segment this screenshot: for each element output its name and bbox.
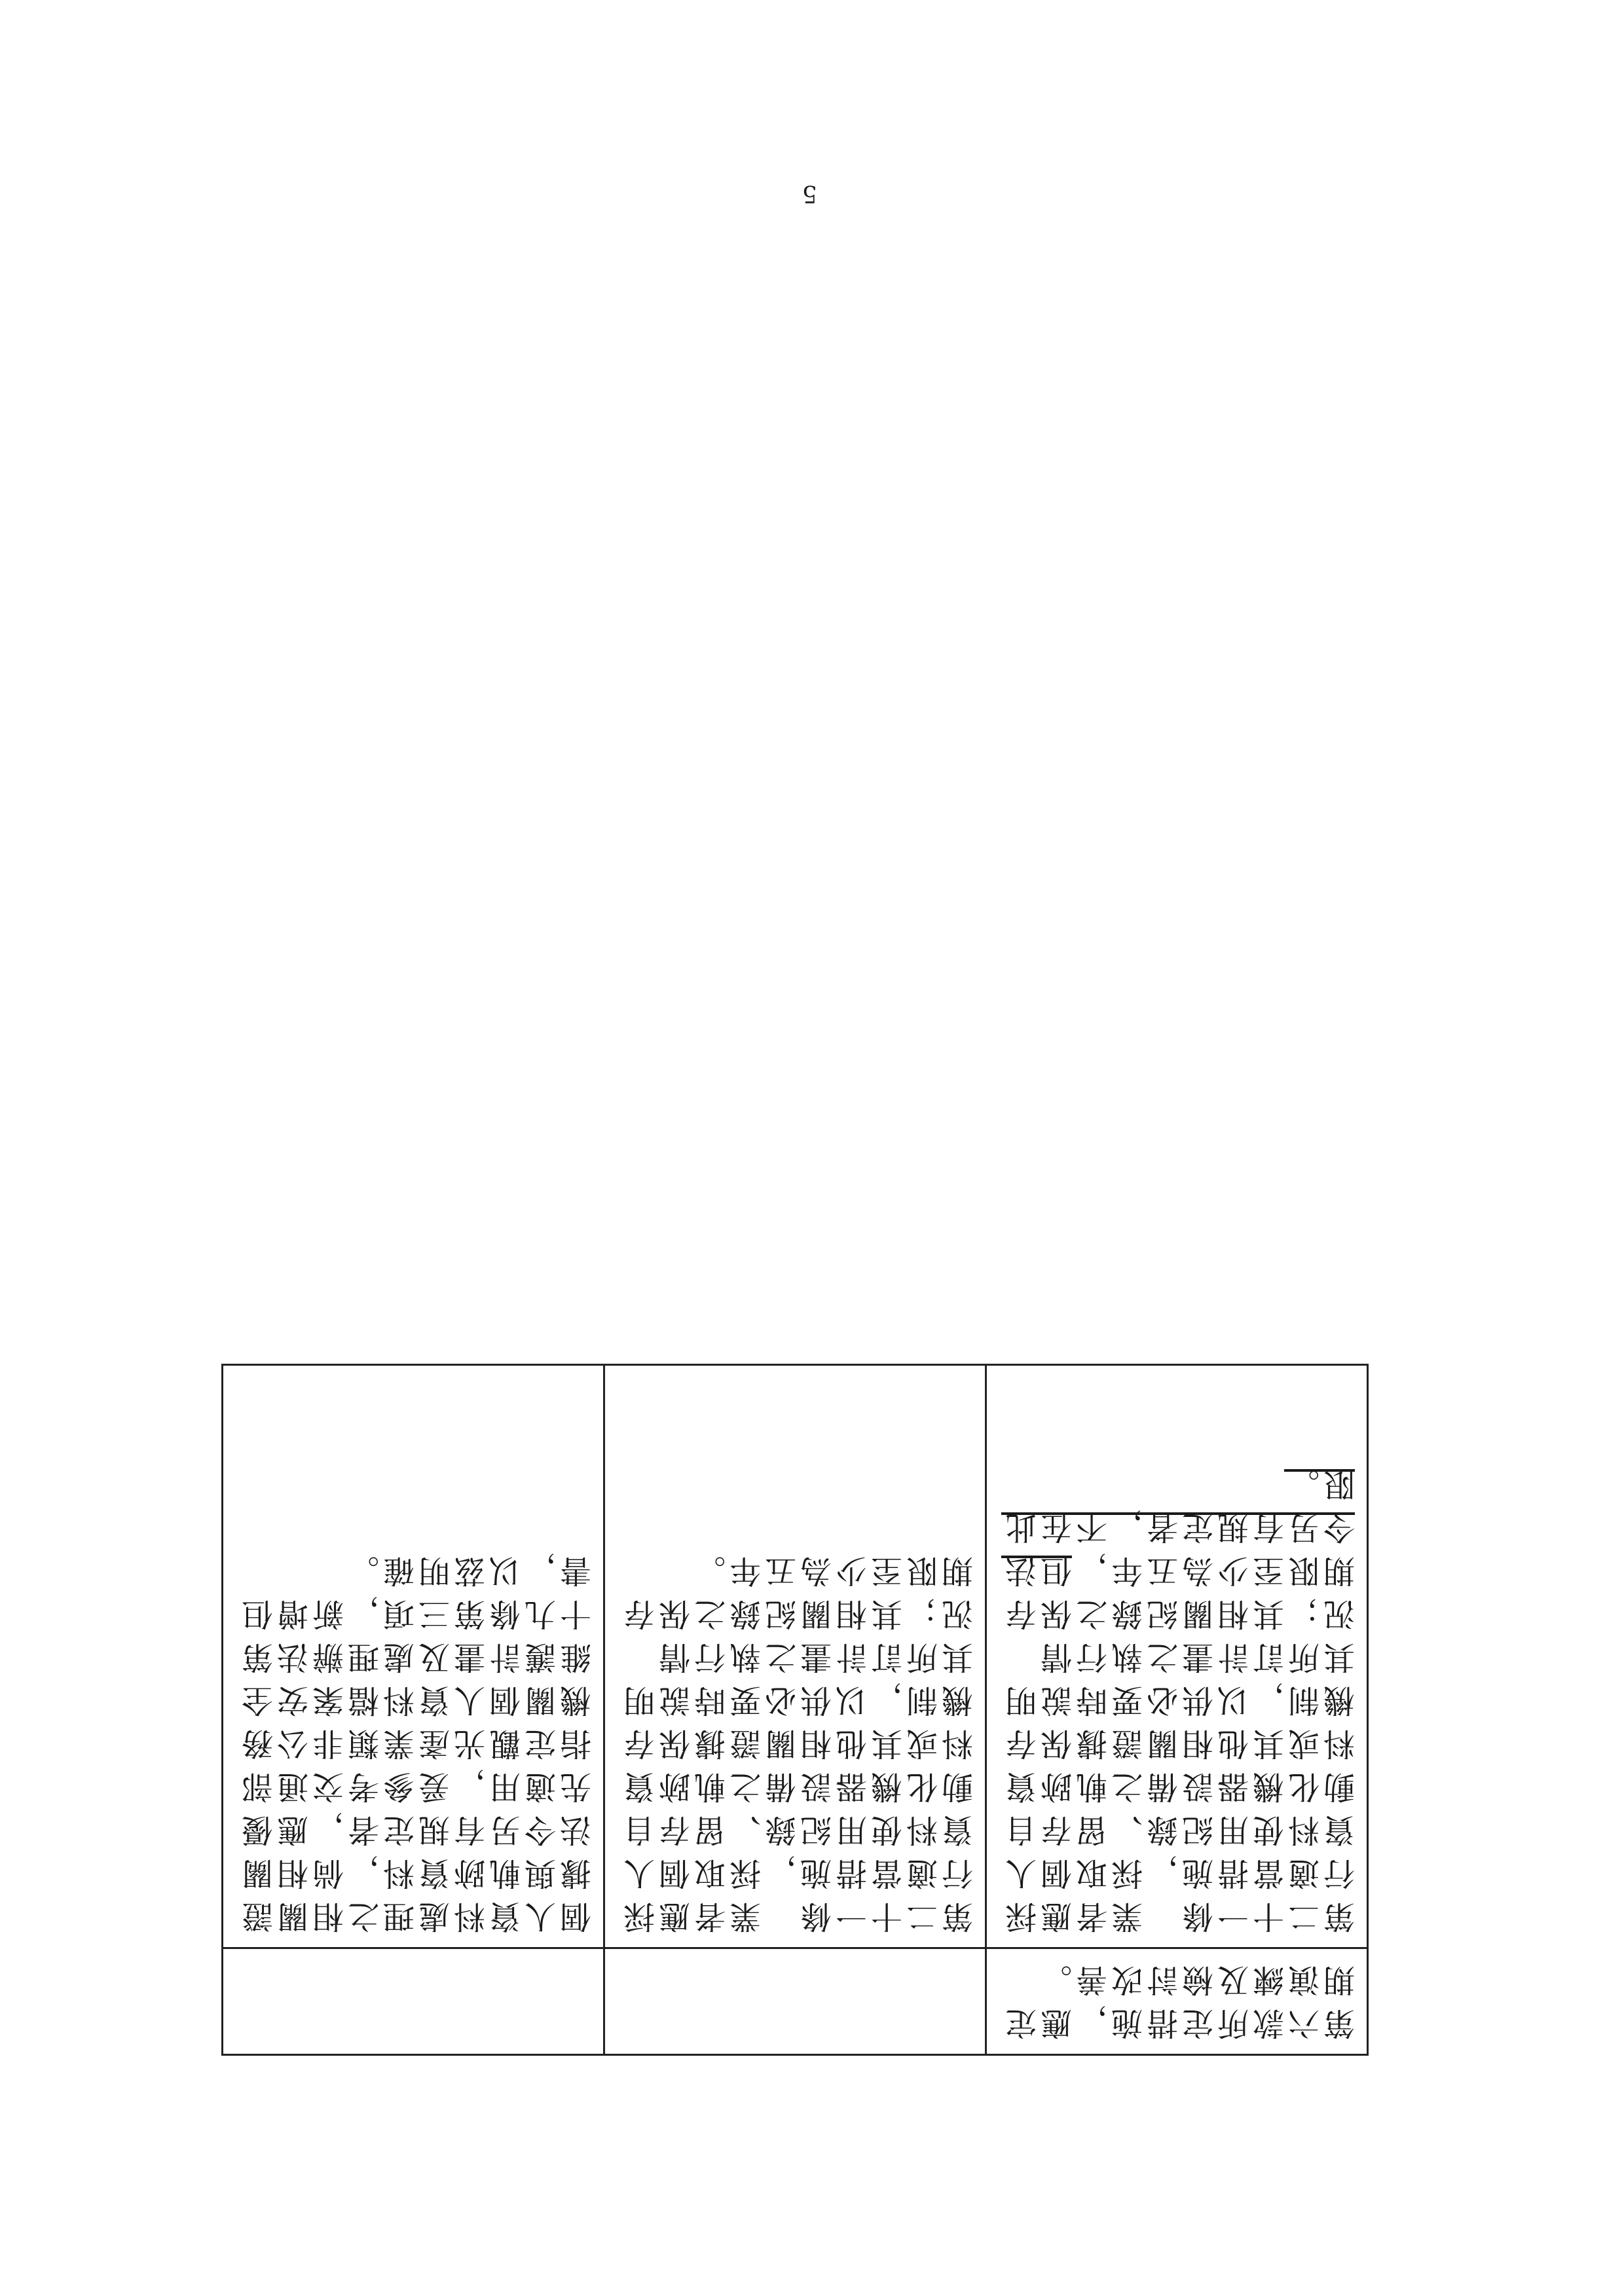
table-row — [223, 1365, 1368, 1948]
comparison-table — [221, 1364, 1369, 2056]
table-cell-explanation-top — [223, 1948, 604, 2055]
table-row — [223, 1948, 1368, 2055]
cell-text: 第六款所定措施，應定期演練及檢討改善。 — [1001, 1961, 1355, 2041]
amendment-comparison-table — [221, 1394, 1369, 2056]
table-cell-current-top — [604, 1948, 986, 2055]
table-cell-amended-top — [986, 1948, 1368, 2055]
table-cell-amended-article — [986, 1365, 1368, 1948]
underlined-amendment-text: 但法令另有規定者，不在此限。 — [1001, 1466, 1355, 1589]
page-number: 5 — [802, 180, 817, 207]
table-cell-current-article — [604, 1365, 986, 1948]
table-cell-explanation — [223, 1365, 604, 1948]
cell-text: 個人資料處理之相關證據與軌跡資料，倘相關法令另有規定者，應優先適用，爰參考交通部指定觀光產業類非公務機關個人資料檔案安全維護計畫及處理辦法第十九條第三項，新增但書，以茲明確。 — [237, 1552, 591, 1935]
cell-text: 第二十一條 業者應採行適當措施，採取個人資料使用紀錄、留存自動化機器設備之軌跡資料或其他相關證據保存機制，以供必要時說明其所訂計畫之執行情況；其相關紀錄之保存期限至少為五年， — [1001, 1552, 1355, 1935]
cell-text: 第二十一條 業者應採行適當措施，採取個人資料使用紀錄、留存自動化機器設備之軌跡資料或其他相關證據保存機制，以供必要時說明其所訂計畫之執行情況；其相關紀錄之保存期限至少為五年。 — [619, 1552, 973, 1935]
